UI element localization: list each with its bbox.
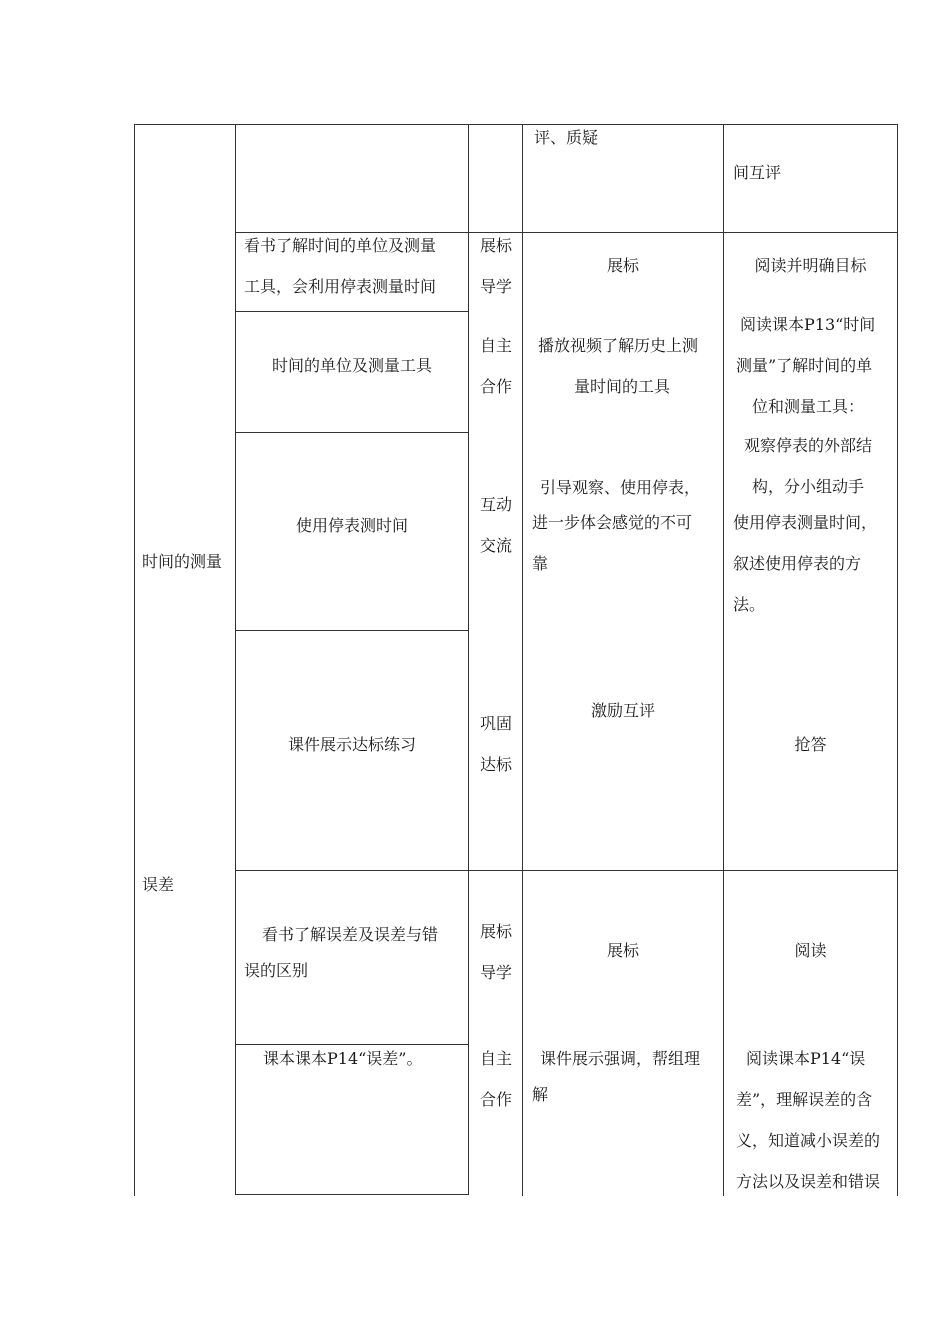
error-teacher-line-2: 解 <box>532 1085 549 1104</box>
error-student-line-4: 方法以及误差和错误 <box>736 1172 881 1191</box>
error-teacher-line-1: 课件展示强调，帮组理 <box>540 1049 701 1068</box>
student-activity-line-4: 观察停表的外部结 <box>744 436 873 455</box>
step-1a: 展标 <box>480 236 513 255</box>
row-divider-2 <box>235 311 468 312</box>
student-activity-line-2: 测量”了解时间的单 <box>736 356 873 375</box>
row-divider-4 <box>235 630 468 631</box>
error-student-read: 阅读 <box>794 941 827 960</box>
error-step-2a: 自主 <box>480 1049 513 1068</box>
error-content-line-2: 误的区别 <box>244 961 309 980</box>
teacher-guide-line-1: 引导观察、使用停表， <box>540 478 701 497</box>
teacher-guide-line-3: 靠 <box>532 554 549 573</box>
top-activity-text: 评、质疑 <box>534 128 599 147</box>
student-activity-line-3: 位和测量工具： <box>752 397 865 416</box>
student-activity-line-5: 构，分小组动手 <box>752 477 865 496</box>
content-line-1: 看书了解时间的单位及测量 <box>244 236 437 255</box>
content-use-stopwatch: 使用停表测时间 <box>295 516 408 535</box>
section-label-error: 误差 <box>142 875 175 894</box>
step-3a: 互动 <box>480 495 513 514</box>
row-divider-5 <box>235 870 898 871</box>
error-student-line-3: 义，知道减小误差的 <box>736 1131 881 1150</box>
student-activity-line-1: 阅读课本P13“时间 <box>740 315 876 334</box>
table-top-border <box>134 124 898 125</box>
table-right-border <box>897 124 898 1196</box>
top-student-text: 间互评 <box>733 163 782 182</box>
col3-left-border <box>468 124 469 1195</box>
step-4b: 达标 <box>480 755 513 774</box>
content-line-2: 工具，会利用停表测量时间 <box>244 277 437 296</box>
error-content-line-1: 看书了解误差及误差与错 <box>262 925 439 944</box>
error-step-1b: 导学 <box>480 963 513 982</box>
error-student-line-1: 阅读课本P14“误 <box>746 1049 866 1068</box>
error-student-line-2: 差”，理解误差的含 <box>736 1090 873 1109</box>
student-activity-line-7: 叙述使用停表的方 <box>733 554 862 573</box>
teacher-show-goal: 展标 <box>606 256 639 275</box>
col2-left-border <box>235 124 236 1195</box>
teacher-encourage: 激励互评 <box>590 701 655 720</box>
error-step-2b: 合作 <box>480 1090 513 1109</box>
row-divider-7 <box>235 1194 468 1195</box>
row-divider-3 <box>235 432 468 433</box>
error-textbook-ref: 课本课本P14“误差”。 <box>263 1049 423 1068</box>
section-label-time: 时间的测量 <box>142 552 223 571</box>
content-practice: 课件展示达标练习 <box>287 735 416 754</box>
step-3b: 交流 <box>480 536 513 555</box>
error-teacher-show-goal: 展标 <box>606 941 639 960</box>
step-1b: 导学 <box>480 277 513 296</box>
teacher-video-line-2: 量时间的工具 <box>574 377 671 396</box>
error-step-1a: 展标 <box>480 922 513 941</box>
teacher-guide-line-2: 进一步体会感觉的不可 <box>532 513 693 532</box>
step-2a: 自主 <box>480 336 513 355</box>
student-activity-line-6: 使用停表测量时间， <box>733 513 878 532</box>
student-quick-answer: 抢答 <box>794 735 827 754</box>
student-read-goal: 阅读并明确目标 <box>754 256 867 275</box>
content-time-units: 时间的单位及测量工具 <box>271 356 432 375</box>
student-activity-line-8: 法。 <box>733 595 766 614</box>
table-left-border <box>134 124 135 1196</box>
teacher-video-line-1: 播放视频了解历史上测 <box>538 336 699 355</box>
step-4a: 巩固 <box>480 714 513 733</box>
step-2b: 合作 <box>480 377 513 396</box>
